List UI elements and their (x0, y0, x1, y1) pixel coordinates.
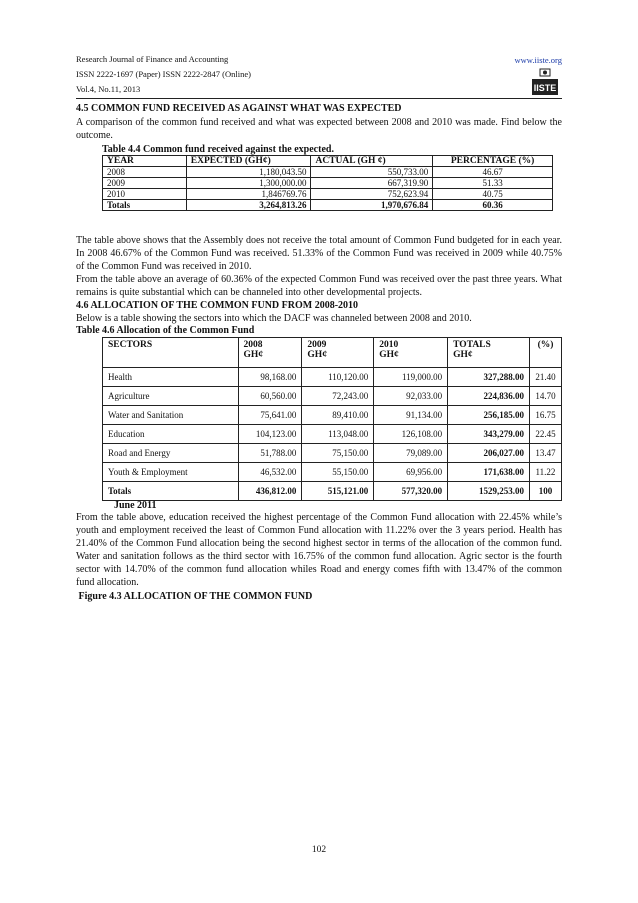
table-cell: 55,150.00 (302, 463, 374, 482)
table-cell: 14.70 (529, 387, 561, 406)
table-cell: Totals (103, 482, 239, 501)
table-4-6-caption: Table 4.6 Allocation of the Common Fund (76, 325, 255, 336)
table-cell: 343,279.00 (448, 425, 530, 444)
table-cell: 110,120.00 (302, 368, 374, 387)
table-cell: 11.22 (529, 463, 561, 482)
table-cell: 98,168.00 (238, 368, 302, 387)
table-cell: 327,288.00 (448, 368, 530, 387)
table-cell: 119,000.00 (374, 368, 448, 387)
table-cell: 3,264,813.26 (186, 200, 311, 211)
table-cell: 515,121.00 (302, 482, 374, 501)
header-cell: PERCENTAGE (%) (433, 156, 553, 167)
table-cell: Youth & Employment (103, 463, 239, 482)
table-cell: Health (103, 368, 239, 387)
table-cell: 2008 (103, 167, 187, 178)
table-cell: 60,560.00 (238, 387, 302, 406)
table-cell: 13.47 (529, 444, 561, 463)
table-cell: 79,089.00 (374, 444, 448, 463)
table-row (103, 178, 553, 189)
table-cell: Road and Energy (103, 444, 239, 463)
table-cell: 752,623.94 (311, 189, 433, 200)
table-row (103, 444, 562, 463)
table-cell: 206,027.00 (448, 444, 530, 463)
table-cell: 1,846769.76 (186, 189, 311, 200)
table-cell: 1,300,000.00 (186, 178, 311, 189)
header-cell: YEAR (103, 156, 187, 167)
table-row (103, 463, 562, 482)
header-cell: (%) (529, 338, 561, 368)
table-cell: Agriculture (103, 387, 239, 406)
volume-line: Vol.4, No.11, 2013 (76, 84, 141, 94)
table-cell: 126,108.00 (374, 425, 448, 444)
table-cell: 550,733.00 (311, 167, 433, 178)
section-4-6-heading: 4.6 ALLOCATION OF THE COMMON FUND FROM 2008-2010 (76, 300, 359, 311)
table-cell: 75,641.00 (238, 406, 302, 425)
table-cell: 1,970,676.84 (311, 200, 433, 211)
table-cell: 91,134.00 (374, 406, 448, 425)
table-header-row (103, 156, 553, 167)
table-cell: 89,410.00 (302, 406, 374, 425)
table-cell: 1529,253.00 (448, 482, 530, 501)
header-cell: 2008 GH¢ (238, 338, 302, 368)
table-cell: 92,033.00 (374, 387, 448, 406)
table-cell: 60.36 (433, 200, 553, 211)
table-cell: 113,048.00 (302, 425, 374, 444)
table-row (103, 200, 553, 211)
header-cell: 2010 GH¢ (374, 338, 448, 368)
table-cell: 100 (529, 482, 561, 501)
table-cell: 436,812.00 (238, 482, 302, 501)
table-cell: 667,319.90 (311, 178, 433, 189)
paragraph-received-summary: The table above shows that the Assembly does not receive the total amount of Common Fund budgeted for in each year. In 2008 46.67% of the Common Fund was received. 51.33% of the Common Fund was received in 2009 while 40.75% of the Common Fund was received in 2010. (76, 235, 562, 272)
table-cell: 256,185.00 (448, 406, 530, 425)
table-cell: 21.40 (529, 368, 561, 387)
journal-url-link[interactable]: www.iiste.org (514, 55, 562, 65)
paragraph-allocation-analysis: From the table above, education received the highest percentage of the Common Fund allocation with 22.45% while’s youth and employment received the least of Common Fund allocation with 11.22% over the 3 years period. Health has 21.40% of the Common Fund allocation being the second highest sector in terms of the allocation of the common fund. Water and sanitation follows as the third sector with 16.75% of the common fund allocation. Agric sector is the fourth sector with 14.70% of the common fund allocation whiles Road and energy comes fifth with 13.47% of the common fund allocation. (76, 512, 562, 588)
table-cell: 75,150.00 (302, 444, 374, 463)
table-cell: 46,532.00 (238, 463, 302, 482)
allocation-table (102, 337, 562, 501)
journal-name: Research Journal of Finance and Accounting (76, 54, 229, 64)
table-cell: 72,243.00 (302, 387, 374, 406)
table-cell: 51.33 (433, 178, 553, 189)
issn-line: ISSN 2222-1697 (Paper) ISSN 2222-2847 (Online) (76, 69, 251, 79)
table-cell: 577,320.00 (374, 482, 448, 501)
table-cell: 22.45 (529, 425, 561, 444)
page-number: 102 (311, 845, 327, 855)
common-fund-table (102, 155, 553, 211)
table-cell: 69,956.00 (374, 463, 448, 482)
header-cell: ACTUAL (GH ¢) (311, 156, 433, 167)
table-4-4-caption: Table 4.4 Common fund received against the expected. (102, 144, 334, 155)
table-cell: 16.75 (529, 406, 561, 425)
table-row (103, 406, 562, 425)
table-cell: Education (103, 425, 239, 444)
figure-caption: Figure 4.3 ALLOCATION OF THE COMMON FUND (76, 591, 313, 602)
section-4-6-intro: Below is a table showing the sectors into which the DACF was channeled between 2008 and 2010. (76, 313, 472, 324)
header-cell: 2009 GH¢ (302, 338, 374, 368)
table-row (103, 167, 553, 178)
table-header-row (103, 338, 562, 368)
header-divider (76, 98, 562, 99)
table-cell: Totals (103, 200, 187, 211)
header-cell: TOTALS GH¢ (448, 338, 530, 368)
table-cell: 171,638.00 (448, 463, 530, 482)
header-cell: EXPECTED (GH¢) (186, 156, 311, 167)
table-cell: 40.75 (433, 189, 553, 200)
logo-text: IISTE (533, 83, 557, 93)
table-row (103, 387, 562, 406)
table-cell: Water and Sanitation (103, 406, 239, 425)
section-4-5-heading: 4.5 COMMON FUND RECEIVED AS AGAINST WHAT WAS EXPECTED (76, 103, 402, 114)
table-cell: 2009 (103, 178, 187, 189)
table-cell: 104,123.00 (238, 425, 302, 444)
header-cell: SECTORS (103, 338, 239, 368)
table-row (103, 482, 562, 501)
section-4-5-intro: A comparison of the common fund received and what was expected between 2008 and 2010 was made. Find below the outcome. (76, 117, 562, 141)
table-row (103, 189, 553, 200)
table-cell: 51,788.00 (238, 444, 302, 463)
table-date-note: June 2011 (114, 500, 157, 511)
iiste-logo (530, 68, 560, 96)
table-cell: 2010 (103, 189, 187, 200)
table-cell: 1,180,043.50 (186, 167, 311, 178)
table-row (103, 368, 562, 387)
table-cell: 224,836.00 (448, 387, 530, 406)
table-row (103, 425, 562, 444)
paragraph-average-summary: From the table above an average of 60.36% of the expected Common Fund was received over the past three years. What remains is quite substantial which can be channeled into other developmental projects. (76, 274, 562, 298)
table-cell: 46.67 (433, 167, 553, 178)
